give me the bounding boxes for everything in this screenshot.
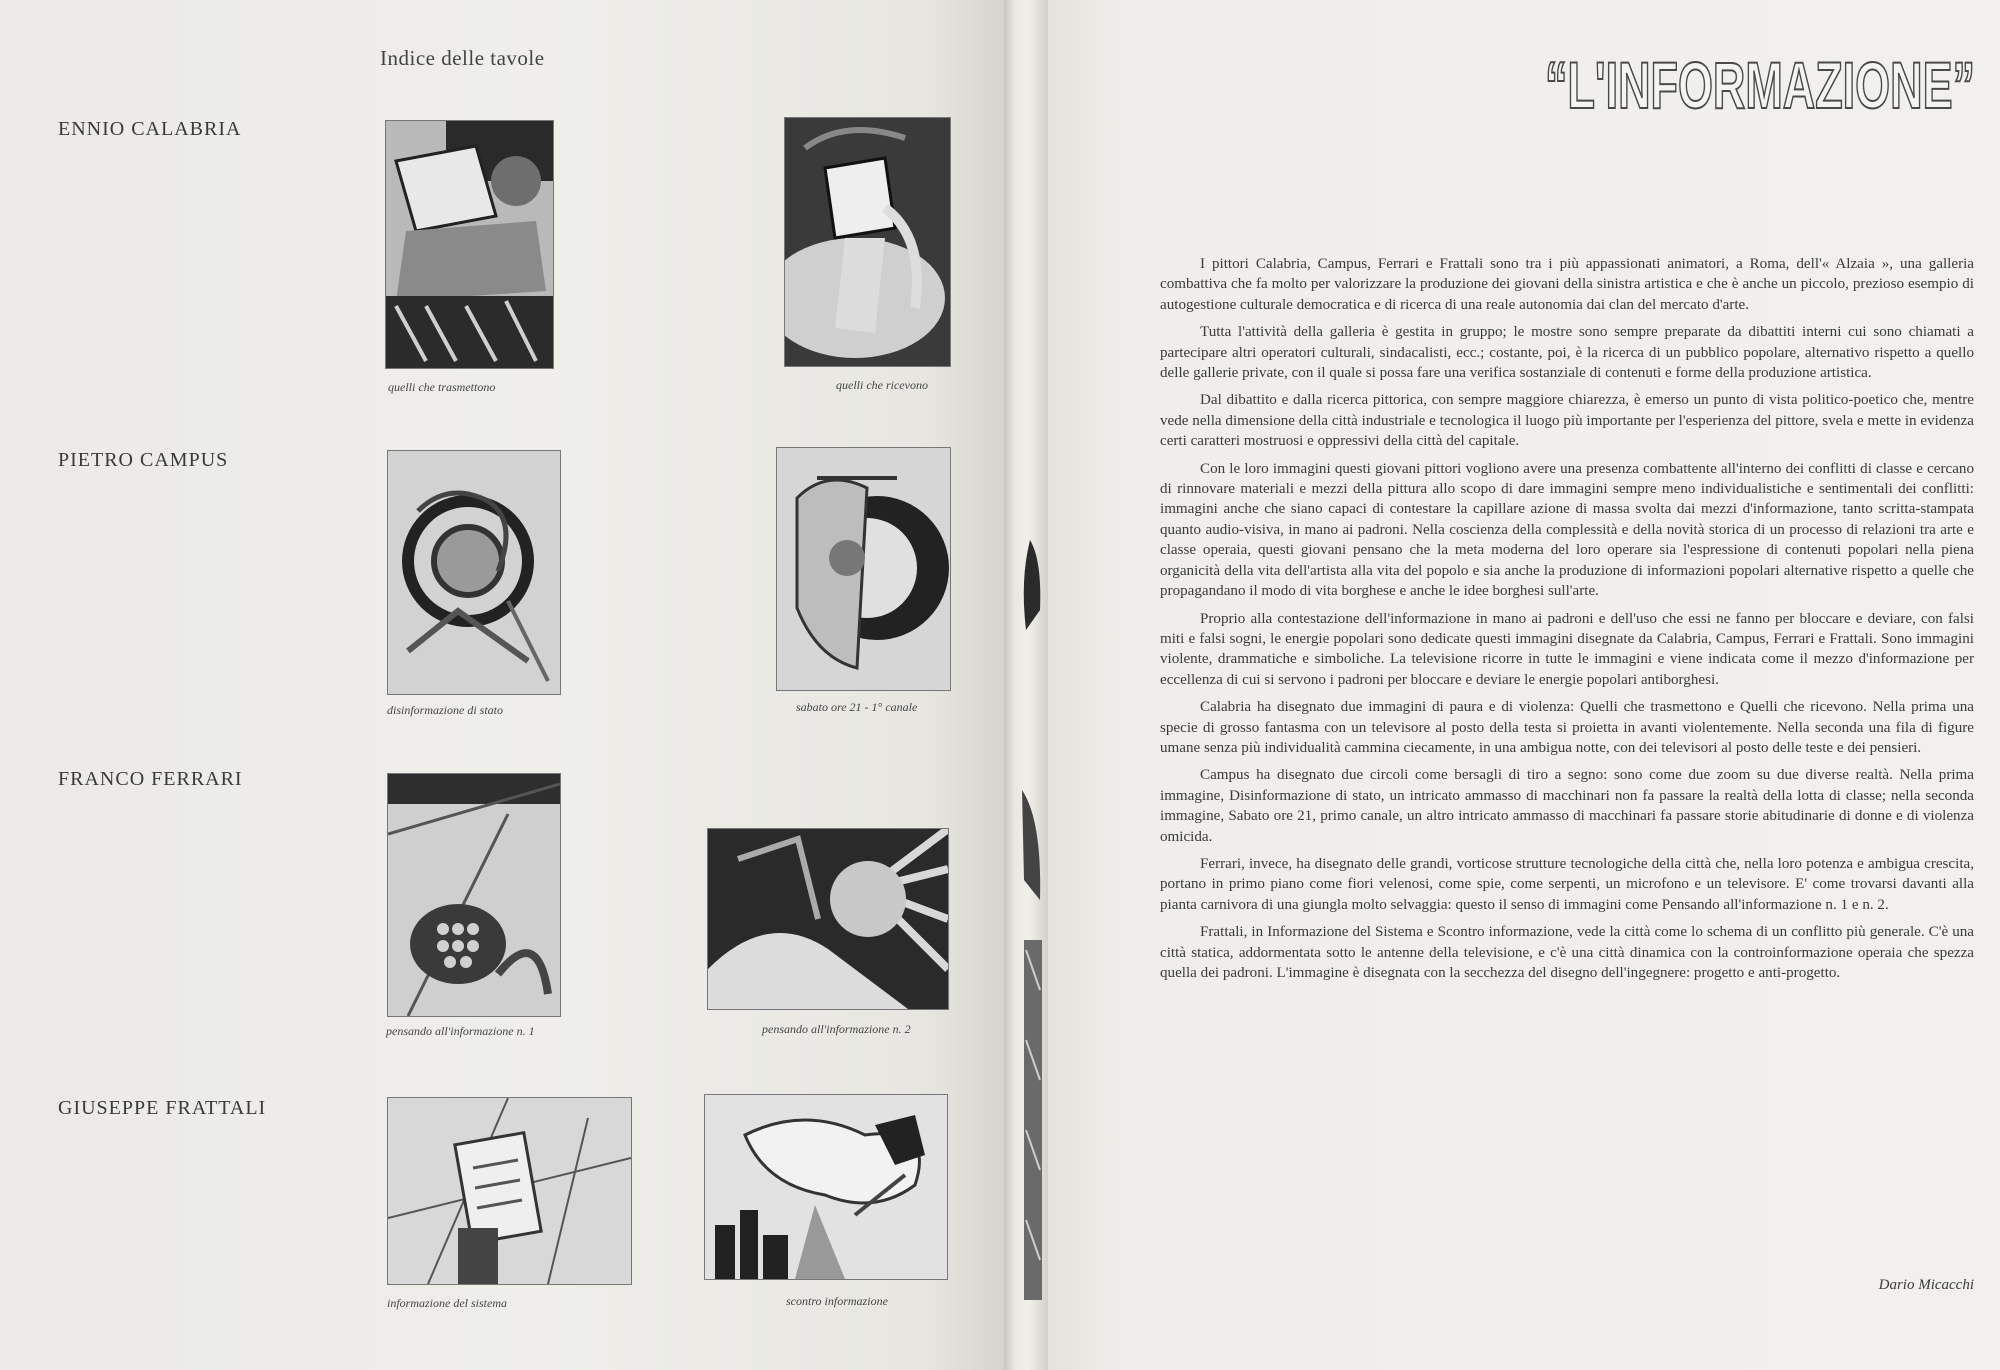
abstract-artwork-icon xyxy=(785,118,950,366)
article-paragraph: Frattali, in Informazione del Sistema e Scontro informazione, vede la città come lo schema di un conflitto più generale. C'è una città statica, addormentata sotto le antenne della televisione, e c'è una città dinamica con la controinformazione operaia che spezza quella dei padroni. L'immagine è disegnata con la secchezza del disegno dell'ingegnere: progetto e anti-progetto. xyxy=(1160,924,1974,981)
article-body xyxy=(1160,254,1974,990)
article-paragraph: Campus ha disegnato due circoli come bersagli di tiro a segno: sono come due zoom su due diverse realtà. Nella prima immagine, Disinformazione di stato, un intricato ammasso di macchinari non fa passare la realtà della lotta di classe; nella seconda immagine, Sabato ore 21, primo canale, un altro intricato ammasso di macchinari fa passare storie abitudinarie di donne e di violenza omicida. xyxy=(1160,767,1974,845)
article-paragraph: Dal dibattito e dalla ricerca pittorica, con sempre maggiore chiarezza, è emerso un punto di vista politico-poetico che, mentre vede nella dimensione della città industriale e tecnologica il luogo più importante per l'esperienza del pittore, svela e mette in evidenza certi caratteri mostruosi e oppressivi della città del capitale. xyxy=(1160,392,1974,450)
abstract-artwork-icon xyxy=(777,448,950,690)
abstract-artwork-icon xyxy=(388,451,560,694)
plate-caption: disinformazione di stato xyxy=(387,703,504,717)
article-paragraph: Ferrari, invece, ha disegnato delle grandi, vorticose strutture tecnologiche della città che, nella loro potenza e ambigua crescita, portano in primo piano come fiori velenosi, come spie, come serpenti, un microfono e un televisore. E' come trovarsi davanti alla pianta carnivora di una giungla molto selvaggia: questo il senso di immagini come Pensando all'informazione n. 1 e n. 2. xyxy=(1160,855,1974,913)
abstract-artwork-icon xyxy=(388,774,560,1016)
plate-campus-2 xyxy=(776,447,951,691)
index-title: Indice delle tavole xyxy=(380,46,545,70)
plate-caption: informazione del sistema xyxy=(387,1296,507,1310)
masthead-logo xyxy=(1540,46,1980,124)
plate-caption: sabato ore 21 - 1° canale xyxy=(796,700,918,714)
abstract-artwork-icon xyxy=(386,121,553,368)
article-paragraph: Con le loro immagini questi giovani pittori vogliono avere una presenza combattente all'interno dei conflitti di classe e cercano di rinnovare materiali e mezzi della pittura allo scopo di dare immagini sempre meno individualistiche e sentimentali dei conflitti: immagini anche che siano capaci di contestare la capillare azione di massa svolta dai mezzi d'informazione, tanto scritta-stampata quanto audio-visiva, in mano ai padroni. Nella coscienza della complessità e della novità storica di un processo di relazioni tra arte e classe operaia, questi giovani pensano che la meta moderna del loro operare sia l'espressione di contenuti popolari nella piena organicità della vita dell'artista alla vita del popolo e sia anche la produzione di informazioni popolari alternative rispetto a quelle che propagandano il modo di vita borghese e anche le idee borghesi sull'arte. xyxy=(1160,460,1974,600)
abstract-artwork-icon xyxy=(708,829,948,1009)
plate-caption: quelli che trasmettono xyxy=(388,380,496,394)
artist-name-calabria: ENNIO CALABRIA xyxy=(58,118,242,140)
artist-name-campus: PIETRO CAMPUS xyxy=(58,449,229,471)
plate-frattali-1 xyxy=(387,1097,632,1285)
plate-campus-1 xyxy=(387,450,561,695)
abstract-artwork-icon xyxy=(388,1098,631,1284)
plate-ferrari-1 xyxy=(387,773,561,1017)
plate-caption: scontro informazione xyxy=(786,1294,888,1308)
plate-caption: pensando all'informazione n. 2 xyxy=(762,1022,911,1036)
article-paragraph: Calabria ha disegnato due immagini di paura e di violenza: Quelli che trasmettono e Quelli che ricevono. Nella prima una specie di grosso fantasma con un televisore al posto della testa si proietta in avanti violentemente. Nella seconda una fila di figure umane senza più individualità cammina ciecamente, in una ambigua notte, con dei televisori al posto delle teste e dei pensieri. xyxy=(1160,699,1974,756)
article-paragraph: Tutta l'attività della galleria è gestita in gruppo; le mostre sono sempre preparate da dibattiti interni cui sono chiamati a partecipare altri operatori culturali, sindacalisti, ecc.; costante, poi, è la ricerca di un pubblico popolare, alternativo rispetto a quello delle gallerie private, con il quale si possa fare una verifica sostanziale di contenuti e forme della produzione artistica. xyxy=(1160,324,1974,382)
artist-name-frattali: GIUSEPPE FRATTALI xyxy=(58,1097,267,1119)
spine-artwork-strip xyxy=(1012,520,1042,1300)
plate-calabria-1 xyxy=(385,120,554,369)
plate-caption: quelli che ricevono xyxy=(836,378,928,392)
article-paragraph: I pittori Calabria, Campus, Ferrari e Frattali sono tra i più appassionati animatori, a Roma, dell'« Alzaia », una galleria combattiva che fa molto per valorizzare la produzione dei giovani della sinistra artistica e che è anche un piccolo, prezioso esempio di autogestione culturale democratica e di ricerca di una reale autonomia dai clan del mercato d'arte. xyxy=(1160,256,1974,313)
article-signature: Dario Micacchi xyxy=(1878,1277,1974,1293)
plate-calabria-2 xyxy=(784,117,951,367)
plate-frattali-2 xyxy=(704,1094,948,1280)
abstract-artwork-icon xyxy=(705,1095,947,1279)
masthead-title: “L'INFORMAZIONE” xyxy=(1545,48,1975,122)
plate-caption: pensando all'informazione n. 1 xyxy=(386,1024,535,1038)
artist-name-ferrari: FRANCO FERRARI xyxy=(58,768,243,790)
article-paragraph: Proprio alla contestazione dell'informazione in mano ai padroni e dell'uso che essi ne fanno per bloccare e deviare, con falsi miti e falsi sogni, le energie popolari sono dedicate questi immagini disegnate da Calabria, Campus, Ferrari e Frattali. Sono immagini violente, drammatiche e simboliche. La televisione ricorre in tutte le immagini e viene indicata come il mezzo d'informazione per eccellenza di cui si servono i padroni per bloccare e deviare le energie popolari antiborghesi. xyxy=(1160,610,1974,688)
plate-ferrari-2 xyxy=(707,828,949,1010)
